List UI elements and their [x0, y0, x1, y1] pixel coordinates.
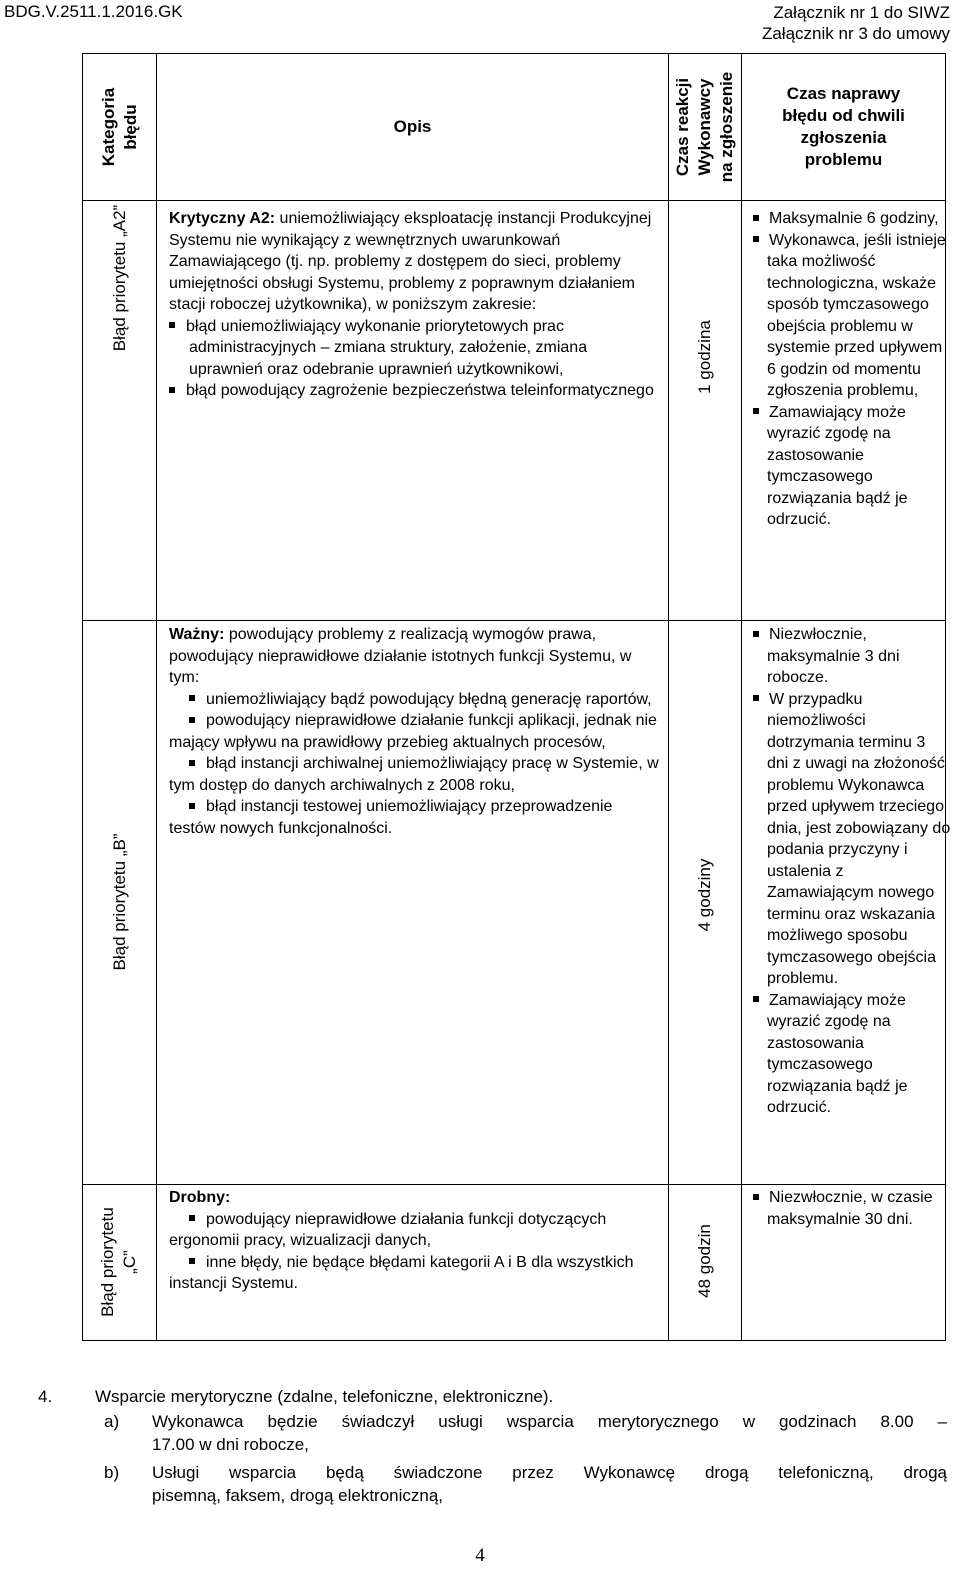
- bullet-icon: [189, 1215, 195, 1221]
- row-b-reaction-label: 4 godziny: [695, 858, 714, 932]
- sub-a-text-line1: Wykonawca będzie świadczył usługi wsparcia merytorycznego w godzinach 8.00 –: [152, 1412, 947, 1431]
- row-a2-reaction-label: 1 godzina: [695, 320, 714, 394]
- row-a2-repair: [751, 208, 951, 531]
- bullet-icon: [169, 387, 175, 393]
- bullet-icon: [753, 236, 759, 242]
- list-item: inne błędy, nie będące błędami kategorii A i B dla wszystkich instancji Systemu.: [169, 1253, 634, 1292]
- list-item: Wykonawca, jeśli istnieje taka możliwość technologiczna, wskaże sposób tymczasowego obejścia problemu w systemie przed upływem 6 godzin od momentu zgłoszenia problemu,: [751, 230, 951, 402]
- row-a2-reaction: [669, 201, 741, 620]
- bullet-icon: [753, 631, 759, 637]
- bullet-icon: [753, 1194, 759, 1200]
- bullet-icon: [753, 215, 759, 221]
- row-b-desc-intro: powodujący problemy z realizacją wymogów prawa, powodujący nieprawidłowe działanie istotnych funkcji Systemu, w tym:: [169, 626, 632, 686]
- list-item: uniemożliwiający bądź powodujący błędną generację raportów,: [169, 689, 663, 711]
- list-item: Maksymalnie 6 godziny,: [751, 208, 951, 230]
- row-a2-category: [83, 201, 156, 620]
- sub-b-text-line2: pisemną, faksem, drogą elektroniczną,: [152, 1486, 444, 1505]
- row-c-category-line1: Błąd priorytetu: [98, 1207, 117, 1317]
- row-c-reaction: [669, 1185, 741, 1340]
- list-item: Niezwłocznie, w czasie maksymalnie 30 dni.: [751, 1187, 951, 1230]
- bullet-icon: [189, 695, 195, 701]
- header-reaction-line2: Wykonawcy: [695, 78, 714, 176]
- row-c-desc-label: Drobny:: [169, 1189, 231, 1206]
- document-id: BDG.V.2511.1.2016.GK: [4, 2, 183, 21]
- header-repair-time: [742, 54, 945, 200]
- row-divider: [83, 1184, 945, 1185]
- annex-1-label: Załącznik nr 1 do SIWZ: [773, 3, 950, 22]
- sub-a-text-line2: 17.00 w dni robocze,: [152, 1435, 309, 1454]
- header-repair-line2: błędu od chwili: [782, 106, 905, 125]
- header-description: [157, 54, 668, 200]
- bullet-icon: [189, 760, 195, 766]
- sub-a-label: a): [104, 1412, 120, 1431]
- row-c-repair: [751, 1187, 951, 1230]
- row-a2-description: [169, 208, 663, 402]
- header-reaction-time: [669, 54, 741, 200]
- list-item: powodujący nieprawidłowe działanie funkcji aplikacji, jednak nie mający wpływu na prawidłowy przebieg aktualnych procesów,: [169, 712, 657, 751]
- row-b-reaction: [669, 621, 741, 1184]
- header-repair-line1: Czas naprawy: [786, 84, 901, 103]
- list-item: Niezwłocznie, maksymalnie 3 dni robocze.: [751, 624, 951, 689]
- item-number: 4.: [38, 1387, 53, 1406]
- header-reaction-line1: Czas reakcji: [673, 77, 692, 177]
- row-b-desc-label: Ważny:: [169, 626, 225, 643]
- list-item: błąd uniemożliwiający wykonanie priorytetowych prac administracyjnych – zmiana struktury, założenie, zmiana uprawnień oraz odebranie uprawnień użytkownikowi,: [169, 316, 663, 381]
- bullet-icon: [189, 717, 195, 723]
- row-a2-desc-label: Krytyczny A2:: [169, 210, 276, 227]
- bullet-icon: [753, 996, 759, 1002]
- header-category-line2: błędu: [121, 104, 140, 150]
- row-c-category: [83, 1185, 156, 1340]
- row-b-category: [83, 621, 156, 1184]
- header-category-line1: Kategoria: [99, 87, 118, 167]
- list-item: Zamawiający może wyrazić zgodę na zastosowanie tymczasowego rozwiązania bądź je odrzucić.: [751, 402, 951, 531]
- header-repair-line4: problemu: [804, 150, 883, 169]
- bullet-icon: [169, 322, 175, 328]
- header-category: [83, 54, 156, 200]
- item-text: Wsparcie merytoryczne (zdalne, telefoniczne, elektroniczne).: [95, 1387, 554, 1406]
- bullet-icon: [753, 695, 759, 701]
- header-description-label: Opis: [393, 117, 432, 136]
- list-item: Zamawiający może wyrazić zgodę na zastosowania tymczasowego rozwiązania bądź je odrzucić.: [751, 990, 951, 1119]
- bullet-icon: [189, 1258, 195, 1264]
- list-item: błąd powodujący zagrożenie bezpieczeństwa teleinformatycznego: [169, 380, 663, 402]
- row-c-reaction-label: 48 godzin: [695, 1224, 714, 1298]
- row-divider: [83, 200, 945, 201]
- sub-b-label: b): [104, 1463, 120, 1482]
- list-item: błąd instancji testowej uniemożliwiający przeprowadzenie testów nowych funkcjonalności.: [169, 798, 613, 837]
- list-item: błąd instancji archiwalnej uniemożliwiający pracę w Systemie, w tym dostęp do danych archiwalnych z 2008 roku,: [169, 755, 659, 794]
- annex-header: [762, 2, 950, 44]
- row-b-category-label: Błąd priorytetu „B”: [110, 833, 129, 971]
- row-c-description: [169, 1187, 663, 1295]
- list-item: W przypadku niemożliwości dotrzymania terminu 3 dni z uwagi na złożoność problemu Wykonawca przed upływem trzeciego dnia, jest zobowiązany do podania przyczyny i ustalenia z Zamawiającym nowego terminu oraz wskazania możliwego sposobu tymczasowego obejścia problemu.: [751, 689, 951, 990]
- bullet-icon: [753, 408, 759, 414]
- row-b-description: [169, 624, 663, 839]
- row-c-category-line2: „C”: [120, 1250, 139, 1274]
- bullet-icon: [189, 803, 195, 809]
- header-reaction-line3: na zgłoszenie: [717, 71, 736, 183]
- page-number: 4: [475, 1545, 485, 1566]
- col-divider: [156, 54, 157, 1340]
- error-priority-table: [82, 53, 951, 1341]
- col-divider: [741, 54, 742, 1340]
- header-repair-line3: zgłoszenia: [800, 128, 887, 147]
- row-a2-desc-intro: uniemożliwiający eksploatację instancji Produkcyjnej Systemu nie wynikający z wewnętrznych uwarunkowań Zamawiającego (tj. np. problemy z dostępem do sieci, problemy umiejętności obsługi Systemu, problemy z poprawnym działaniem stacji roboczej użytkownika), w poniższym zakresie:: [169, 210, 652, 313]
- row-a2-category-label: Błąd priorytetu „A2”: [110, 204, 129, 352]
- row-b-repair: [751, 624, 951, 1119]
- sub-b-text-line1: Usługi wsparcia będą świadczone przez Wykonawcę drogą telefoniczną, drogą: [152, 1463, 947, 1482]
- list-item: powodujący nieprawidłowe działania funkcji dotyczących ergonomii pracy, wizualizacji danych,: [169, 1210, 607, 1249]
- row-divider: [83, 620, 945, 621]
- annex-2-label: Załącznik nr 3 do umowy: [761, 24, 950, 43]
